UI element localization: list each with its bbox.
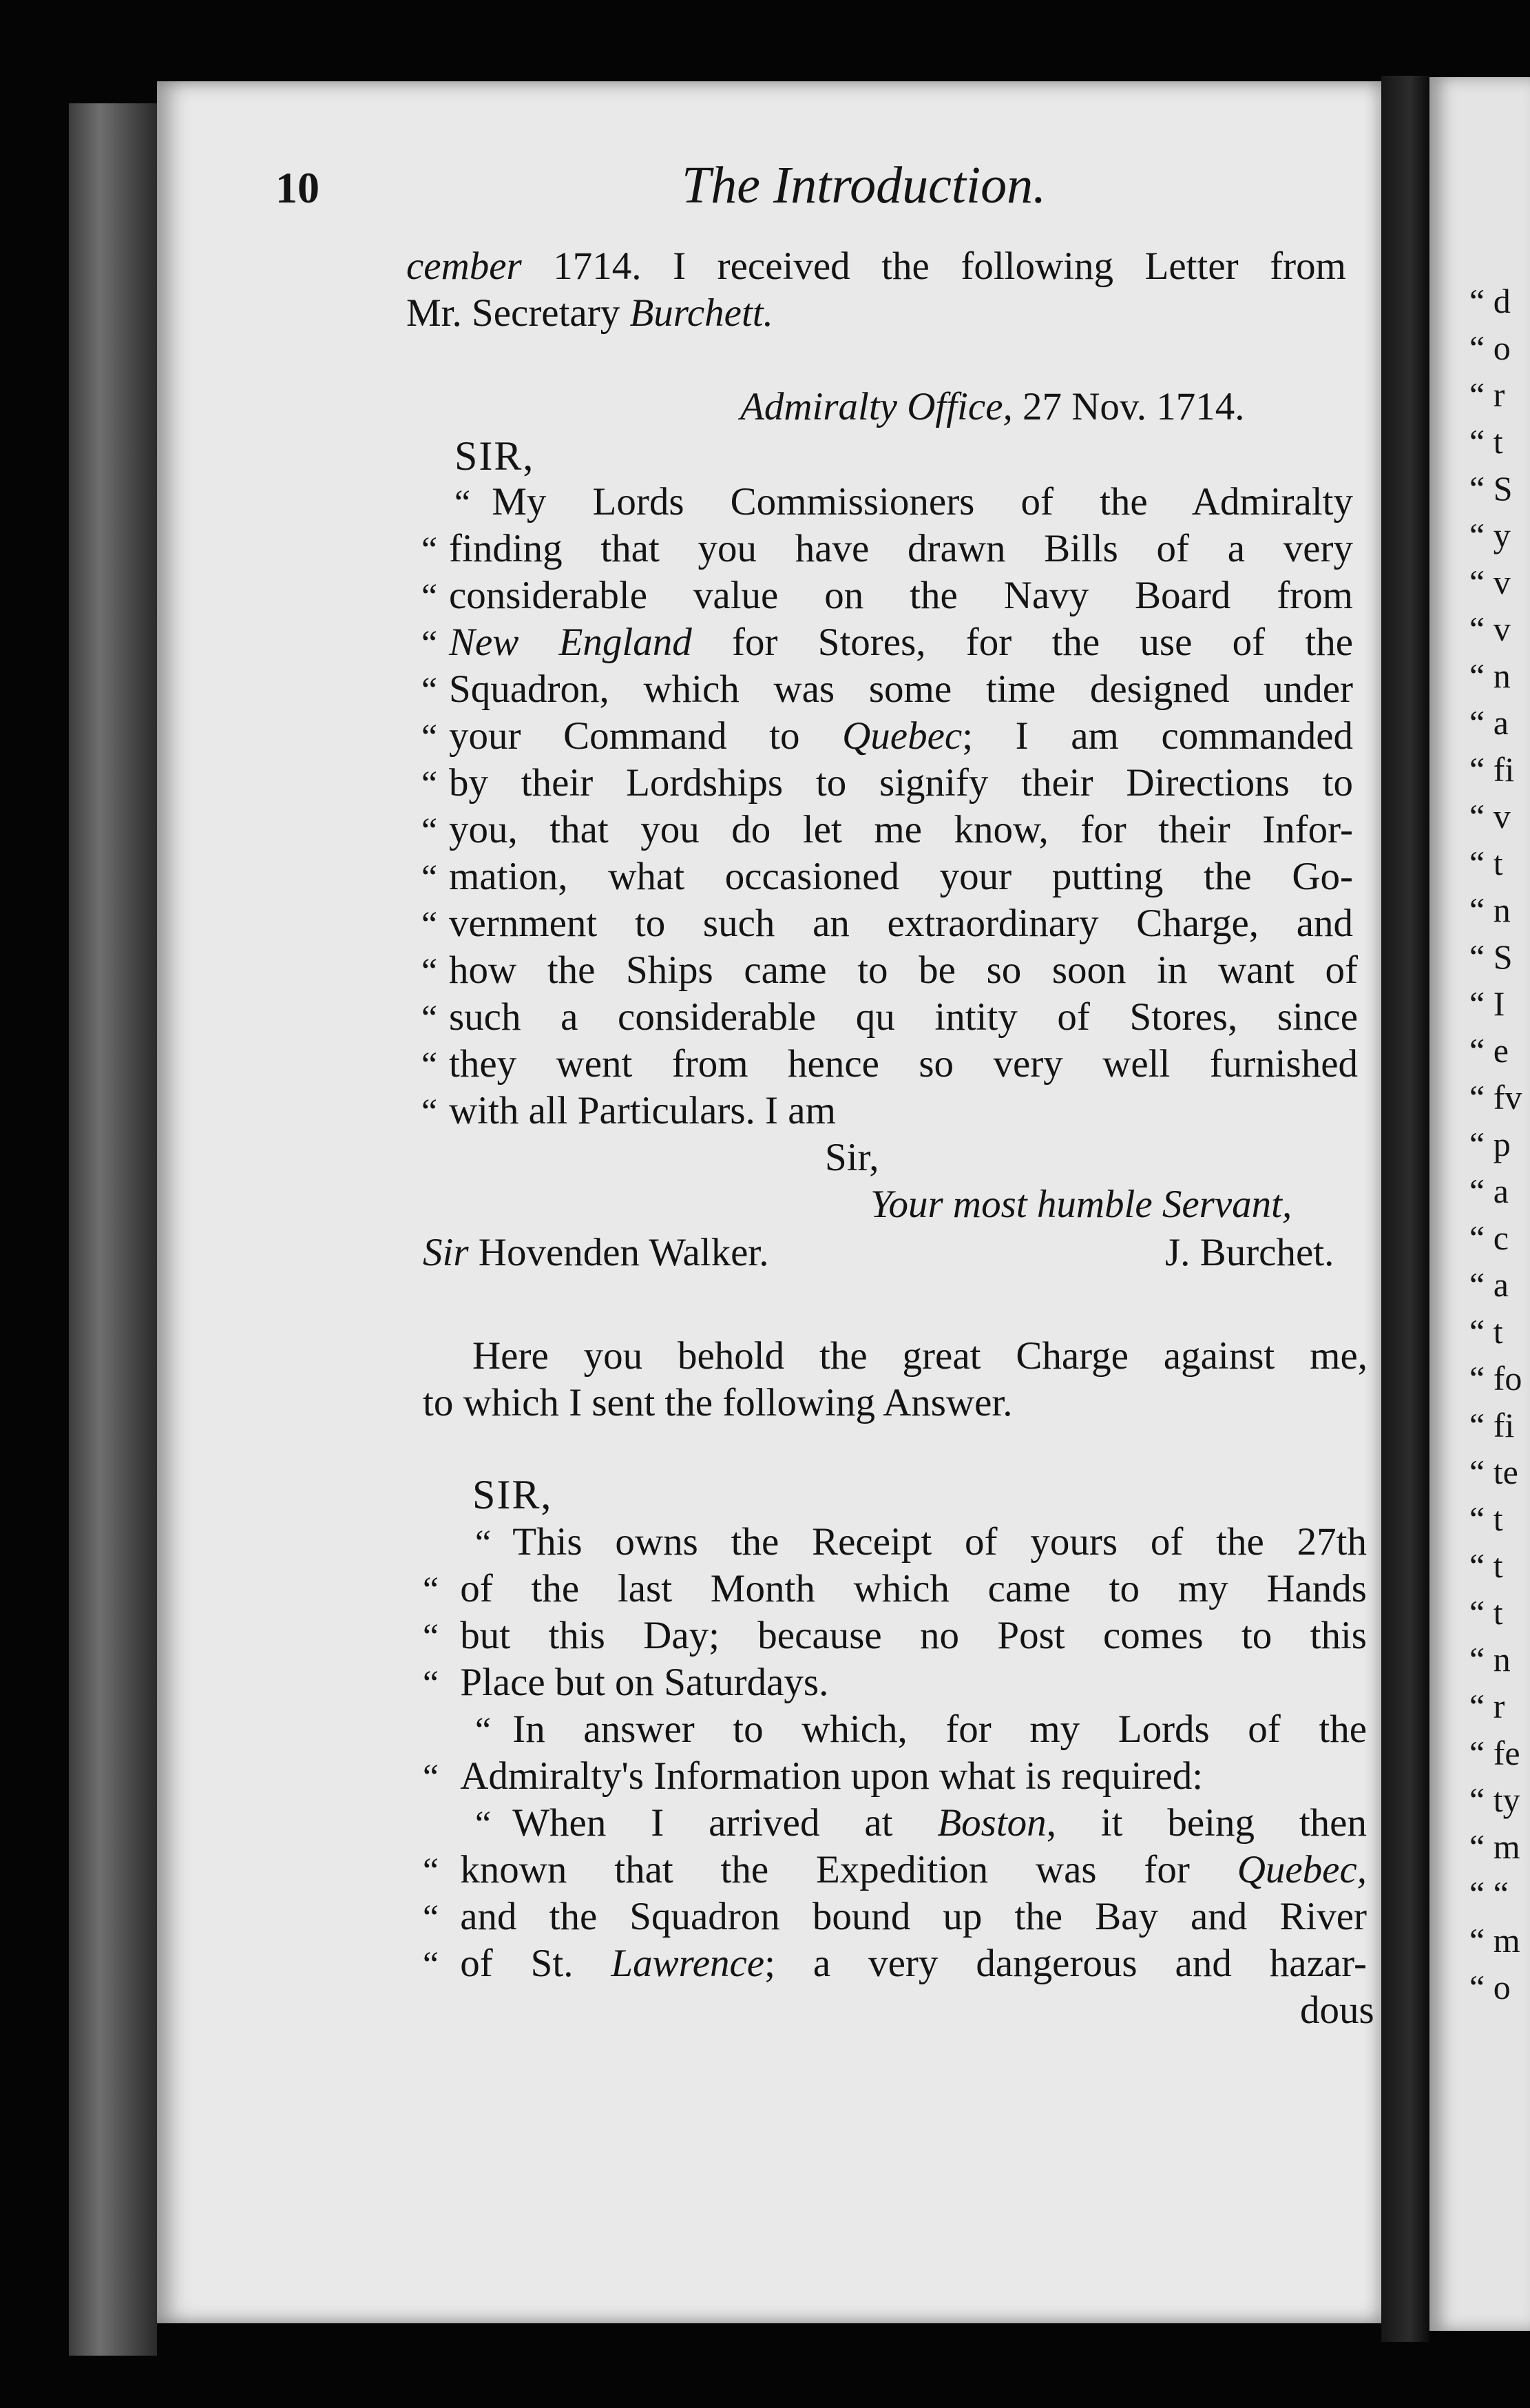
fragment-text: “ xyxy=(1493,1874,1509,1913)
quote-mark: “ xyxy=(423,1851,439,1891)
quote-mark: “ xyxy=(423,1664,439,1703)
letter-line xyxy=(423,1663,828,1702)
fragment-text: v xyxy=(1493,563,1511,601)
quote-mark: “ xyxy=(1469,1640,1494,1679)
letter-line xyxy=(423,1944,1367,1983)
catchword: dous xyxy=(1300,1989,1374,2032)
quote-mark: “ xyxy=(1469,422,1494,461)
letter-line-text: but this Day; because no Post comes to this xyxy=(460,1614,1367,1657)
fragment-text: d xyxy=(1493,282,1511,320)
dateline-date: 27 Nov. 1714. xyxy=(1012,385,1245,428)
fragment-text: n xyxy=(1493,1640,1511,1679)
fragment-text: t xyxy=(1493,1312,1503,1351)
letter-line xyxy=(421,761,1353,805)
letter-line xyxy=(423,1756,1203,1796)
fragment-text: t xyxy=(1493,422,1503,461)
text-line xyxy=(406,247,1346,286)
quote-mark: “ xyxy=(1469,1453,1494,1491)
quote-mark: “ xyxy=(1469,375,1494,414)
quote-mark: “ xyxy=(1469,1499,1494,1538)
letter-line-text: When I arrived at xyxy=(512,1801,893,1845)
letter-line-text: and the Squadron bound up the Bay and River xyxy=(460,1895,1367,1938)
fragment-text: v xyxy=(1493,797,1511,835)
letter-line xyxy=(475,1803,1367,1843)
place-name: Boston xyxy=(937,1801,1047,1845)
letter-line-text: ; I am commanded xyxy=(962,714,1354,758)
fragment-text: t xyxy=(1493,1593,1503,1632)
letter-line xyxy=(421,716,1353,756)
quote-mark: “ xyxy=(1469,703,1494,742)
letter-line xyxy=(421,1042,1358,1086)
letter-line-text: such a considerable qu intity of Stores, since xyxy=(449,995,1358,1039)
letter-line-text: Place but on Saturdays. xyxy=(460,1661,829,1704)
fragment-text: a xyxy=(1493,703,1509,742)
addressee-name: Hovenden Walker. xyxy=(468,1231,769,1274)
letter-line xyxy=(423,1569,1367,1608)
quote-mark: “ xyxy=(1469,1546,1494,1585)
quote-mark: “ xyxy=(454,484,471,523)
letter-line xyxy=(423,1897,1367,1936)
quote-mark: “ xyxy=(421,858,438,897)
letter-line xyxy=(423,1616,1367,1655)
quote-mark: “ xyxy=(475,1711,492,1750)
letter-line xyxy=(421,529,1353,568)
letter-line-text: of St. xyxy=(460,1942,574,1985)
letter-line xyxy=(421,997,1358,1037)
quote-mark: “ xyxy=(421,765,438,804)
quote-mark: “ xyxy=(1469,1781,1494,1819)
quote-mark: “ xyxy=(1469,1172,1494,1210)
quote-mark: “ xyxy=(423,1758,439,1797)
quote-mark: “ xyxy=(1469,1921,1494,1960)
letter-line xyxy=(421,857,1353,896)
quote-mark: “ xyxy=(1469,891,1494,929)
letter-line xyxy=(421,667,1353,711)
quote-mark: “ xyxy=(421,671,438,710)
letter-line xyxy=(421,1091,836,1130)
quote-mark: “ xyxy=(1469,1406,1494,1444)
quote-mark: “ xyxy=(1469,563,1494,601)
fragment-text: m xyxy=(1493,1921,1520,1960)
letter-line-text: considerable value on the Navy Board from xyxy=(449,574,1353,617)
fragment-text: t xyxy=(1493,1546,1503,1585)
quote-mark: “ xyxy=(1469,1593,1494,1632)
quote-mark: “ xyxy=(1469,469,1494,508)
paragraph-line: Here you behold the great Charge against me, xyxy=(472,1334,1367,1378)
letter-line-text: vernment to such an extraordinary Charge, and xyxy=(449,902,1353,945)
quote-mark: “ xyxy=(475,1805,492,1844)
quote-mark: “ xyxy=(475,1524,492,1563)
closing-sir: Sir, xyxy=(825,1136,879,1179)
fragment-text: t xyxy=(1493,844,1503,882)
fragment-text: fi xyxy=(1493,750,1515,789)
fragment-text: r xyxy=(1493,1687,1505,1725)
quote-mark: “ xyxy=(421,530,438,570)
quote-mark: “ xyxy=(1469,656,1494,695)
fragment-text: o xyxy=(1493,1968,1511,2006)
fragment-text: S xyxy=(1493,937,1513,976)
quote-mark: “ xyxy=(421,718,438,757)
addressee xyxy=(423,1233,769,1272)
letter-line xyxy=(421,904,1353,943)
quote-mark: “ xyxy=(1469,1031,1494,1070)
quote-mark: “ xyxy=(1469,1265,1494,1304)
dateline-place: Admiralty Office, xyxy=(740,385,1013,428)
fragment-text: t xyxy=(1493,1499,1503,1538)
quote-mark: “ xyxy=(421,577,438,616)
quote-mark: “ xyxy=(421,999,438,1038)
quote-mark: “ xyxy=(421,811,438,851)
fragment-text: fv xyxy=(1493,1078,1522,1117)
place-name: Lawrence xyxy=(611,1942,765,1985)
quote-mark: “ xyxy=(1469,516,1494,554)
quote-mark: “ xyxy=(1469,797,1494,835)
letter-line-text: This owns the Receipt of yours of the 27th xyxy=(512,1520,1367,1564)
quote-mark: “ xyxy=(423,1570,439,1610)
closing-servant: Your most humble Servant, xyxy=(870,1183,1292,1226)
letter-line-text: they went from hence so very well furnished xyxy=(449,1042,1358,1086)
quote-mark: “ xyxy=(1469,1218,1494,1257)
quote-mark: “ xyxy=(423,1898,439,1938)
letter-line xyxy=(421,810,1353,849)
fragment-text: n xyxy=(1493,656,1511,695)
quote-mark: “ xyxy=(1469,329,1494,367)
quote-mark: “ xyxy=(1469,1125,1494,1163)
text-line xyxy=(406,293,773,333)
fragment-text: a xyxy=(1493,1265,1509,1304)
quote-mark: “ xyxy=(421,1092,438,1132)
quote-mark: “ xyxy=(1469,937,1494,976)
letter-line-text: My Lords Commissioners of the Admiralty xyxy=(492,480,1353,523)
letter2-salutation: SIR, xyxy=(472,1472,553,1517)
letter-line-text: Squadron, which was some time designed under xyxy=(449,667,1353,711)
letter-line-text: known that the Expedition was for xyxy=(460,1848,1190,1891)
quote-mark: “ xyxy=(1469,1968,1494,2006)
letter-line-text: you, that you do let me know, for their Infor- xyxy=(449,808,1353,851)
fragment-text: fo xyxy=(1493,1359,1522,1398)
letter-line-text: Admiralty's Information upon what is required: xyxy=(460,1754,1204,1798)
addressee-title: Sir xyxy=(423,1231,469,1274)
quote-mark: “ xyxy=(421,952,438,991)
fragment-text: fe xyxy=(1493,1734,1520,1772)
letter-line xyxy=(421,576,1353,615)
signature: J. Burchet. xyxy=(1165,1231,1334,1274)
fragment-text: a xyxy=(1493,1172,1509,1210)
fragment-text: v xyxy=(1493,610,1511,648)
place-name: Quebec xyxy=(842,714,963,758)
quote-mark: “ xyxy=(1469,1827,1494,1866)
fragment-text: S xyxy=(1493,469,1513,508)
quote-mark: “ xyxy=(1469,844,1494,882)
quote-mark: “ xyxy=(421,1046,438,1085)
quote-mark: “ xyxy=(1469,1359,1494,1398)
letter-line-text: your Command to xyxy=(449,714,800,758)
fragment-text: e xyxy=(1493,1031,1509,1070)
letter-line xyxy=(475,1520,1367,1564)
quote-mark: “ xyxy=(1469,1734,1494,1772)
letter-line xyxy=(421,623,1353,662)
quote-mark: “ xyxy=(423,1617,439,1657)
letter-line xyxy=(475,1710,1367,1749)
quote-mark: “ xyxy=(1469,610,1494,648)
text-name: Burchett. xyxy=(629,291,773,335)
text-span: Mr. Secretary xyxy=(406,291,630,335)
letter-line-text: , it being then xyxy=(1046,1801,1367,1845)
fragment-text: c xyxy=(1493,1218,1509,1257)
fragment-text: p xyxy=(1493,1125,1511,1163)
dateline xyxy=(740,387,1244,426)
quote-mark: “ xyxy=(1469,750,1494,789)
running-title: The Introduction. xyxy=(682,156,1047,214)
fragment-text: te xyxy=(1493,1453,1518,1491)
fragment-text: r xyxy=(1493,375,1505,414)
letter-line-text: with all Particulars. I am xyxy=(449,1089,836,1132)
letter1-salutation: SIR, xyxy=(454,433,535,479)
place-name: New England xyxy=(449,621,692,664)
page-number: 10 xyxy=(275,163,319,212)
letter-line xyxy=(423,1850,1367,1889)
letter-line-text: In answer to which, for my Lords of the xyxy=(512,1708,1367,1751)
quote-mark: “ xyxy=(1469,1078,1494,1117)
letter-line-text: by their Lordships to signify their Directions to xyxy=(449,761,1353,805)
fragment-text: ty xyxy=(1493,1781,1520,1819)
letter-line-text: ; a very dangerous and hazar- xyxy=(764,1942,1367,1985)
paragraph-line: to which I sent the following Answer. xyxy=(423,1381,1013,1424)
fragment-text: I xyxy=(1493,984,1505,1023)
quote-mark: “ xyxy=(1469,1312,1494,1351)
letter-line-text: for Stores, for the use of the xyxy=(732,621,1353,664)
quote-mark: “ xyxy=(1469,984,1494,1023)
fragment-text: o xyxy=(1493,329,1511,367)
letter-line xyxy=(421,948,1358,992)
fragment-text: y xyxy=(1493,516,1511,554)
quote-mark: “ xyxy=(1469,1874,1494,1913)
fragment-text: fi xyxy=(1493,1406,1515,1444)
text-lead: cember xyxy=(406,245,522,288)
letter-line-text: how the Ships came to be so soon in want of xyxy=(449,948,1358,992)
quote-mark: “ xyxy=(421,624,438,663)
letter-line-text: finding that you have drawn Bills of a very xyxy=(449,527,1353,570)
quote-mark: “ xyxy=(1469,282,1494,320)
letter-line xyxy=(454,482,1353,521)
quote-mark: “ xyxy=(1469,1687,1494,1725)
letter-line-text: mation, what occasioned your putting the Go- xyxy=(449,855,1353,898)
fragment-text: n xyxy=(1493,891,1511,929)
quote-mark: “ xyxy=(421,905,438,944)
letter-line-text: of the last Month which came to my Hands xyxy=(460,1567,1367,1610)
quote-mark: “ xyxy=(423,1945,439,1984)
place-name: Quebec, xyxy=(1237,1848,1367,1891)
text-span: 1714. I received the following Letter from xyxy=(521,245,1346,288)
fragment-text: m xyxy=(1493,1827,1520,1866)
